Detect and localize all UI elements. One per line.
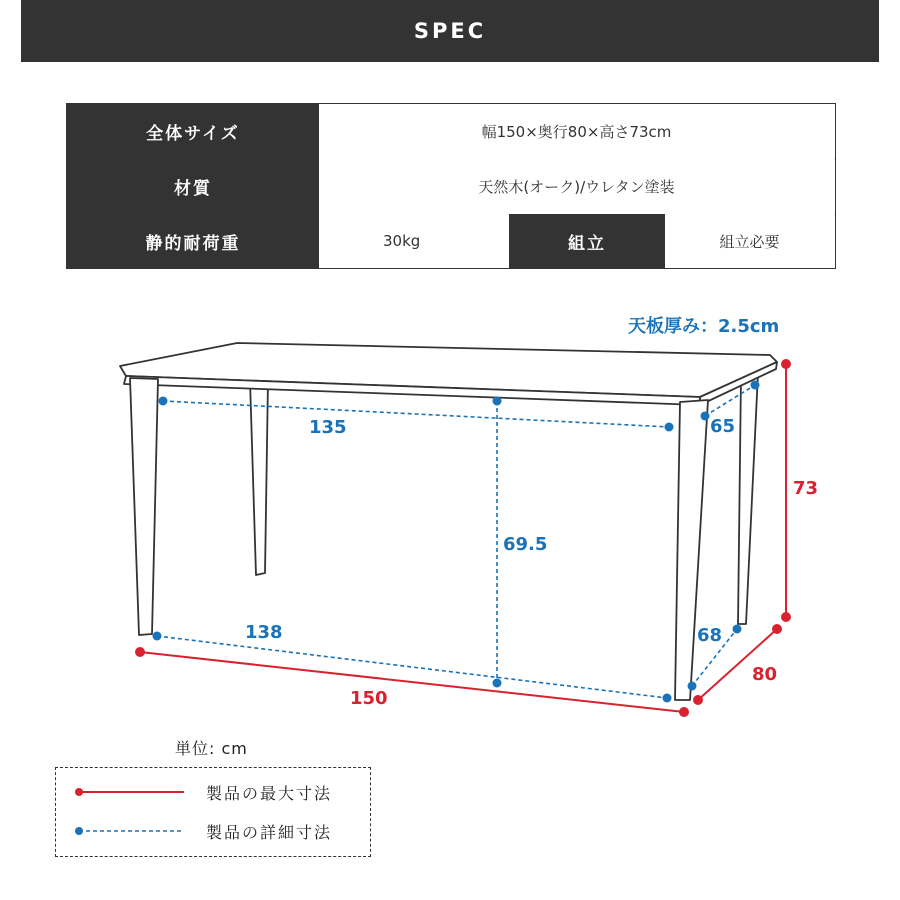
load-label: 静的耐荷重 [67, 214, 319, 268]
table-drawing [120, 343, 777, 700]
blue-dashed-line-icon [74, 825, 186, 837]
legend-detail-label: 製品の詳細寸法 [206, 822, 333, 842]
material-label: 材質 [67, 159, 319, 214]
top-thickness-label: 天板厚み：2.5cm [628, 316, 780, 337]
legend-detail-row [74, 819, 332, 843]
dim-150-label: 150 [350, 688, 388, 709]
legend-max-row [74, 780, 332, 804]
legend-box [55, 767, 371, 857]
width-138-line [157, 636, 667, 698]
size-label: 全体サイズ [67, 104, 319, 159]
assembly-value: 組立必要 [665, 214, 834, 268]
detail-dimension-lines [157, 385, 755, 698]
load-value: 30kg [319, 214, 509, 268]
assembly-label: 組立 [509, 214, 665, 268]
detail-dimension-dots [153, 381, 760, 703]
dim-68-label: 68 [697, 625, 723, 646]
front-right-leg [675, 400, 708, 700]
width-135-line [163, 401, 669, 427]
dim-73-label: 73 [793, 478, 819, 499]
unit-label: 単位: cm [175, 739, 248, 758]
spec-title: SPEC [413, 19, 487, 43]
back-left-leg [250, 380, 268, 575]
legend-max-label: 製品の最大寸法 [206, 783, 333, 803]
red-solid-line-icon [74, 786, 186, 798]
dim-69-5-label: 69.5 [503, 534, 548, 555]
front-left-leg [130, 378, 158, 635]
size-value: 幅150×奥行80×高さ73cm [319, 104, 834, 159]
dim-65-label: 65 [710, 416, 736, 437]
material-value: 天然木(オーク)/ウレタン塗装 [319, 159, 834, 214]
back-right-leg [738, 373, 758, 624]
dim-138-label: 138 [245, 622, 283, 643]
dim-80-label: 80 [752, 664, 778, 685]
dim-135-label: 135 [309, 417, 347, 438]
width-150-line [140, 652, 684, 712]
